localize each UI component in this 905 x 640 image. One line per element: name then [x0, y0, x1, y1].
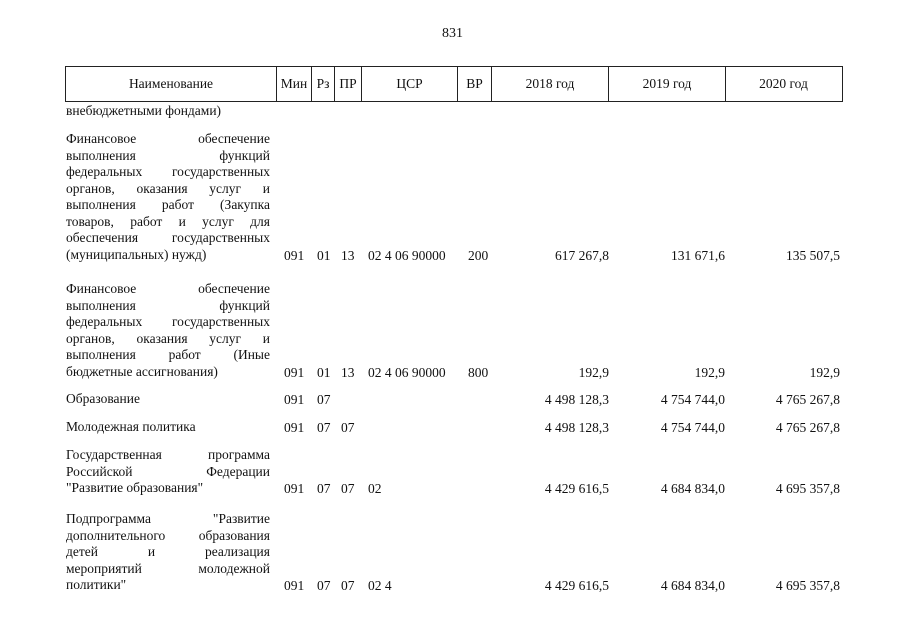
row-rz: 07 — [317, 481, 331, 496]
row-name-line: Финансовое обеспечение — [66, 281, 270, 296]
row-value-2020: 4 695 357,8 — [775, 481, 840, 496]
header-2020: 2020 год — [725, 67, 841, 101]
row-name-line: Молодежная политика — [66, 419, 196, 434]
row-min: 091 — [284, 481, 305, 496]
row-min: 091 — [284, 247, 305, 263]
row-min: 091 — [284, 392, 305, 407]
row-min: 091 — [284, 578, 305, 593]
row-name-line: органов, оказания услуг и — [66, 180, 270, 196]
row-value-2019: 131 671,6 — [671, 247, 725, 263]
header-2019: 2019 год — [608, 67, 725, 101]
row-name-line: выполнения функций — [66, 147, 270, 163]
header-rz: Рз — [311, 67, 334, 101]
row-rz: 07 — [317, 420, 331, 435]
row-name-line: федеральных государственных — [66, 164, 270, 179]
row-csr: 02 4 — [368, 578, 392, 593]
row-value-2018: 4 429 616,5 — [544, 578, 609, 593]
table-header — [65, 66, 843, 102]
row-name-line: федеральных государственных — [66, 314, 270, 329]
row-value-2020: 4 765 267,8 — [775, 392, 840, 407]
row-name-line: Государственная программа — [66, 447, 270, 462]
row-name-line: бюджетные ассигнования) — [66, 363, 218, 379]
row-pr: 07 — [341, 578, 355, 593]
row-value-2020: 192,9 — [809, 364, 840, 380]
continuation-text: внебюджетными фондами) — [66, 103, 222, 118]
header-csr: ЦСР — [361, 67, 457, 101]
page-number: 831 — [442, 26, 463, 41]
row-name-line: мероприятий молодежной — [66, 560, 270, 576]
row-value-2019: 4 754 744,0 — [660, 392, 725, 407]
header-min: Мин — [276, 67, 311, 101]
row-value-2018: 192,9 — [578, 364, 609, 380]
row-name-line: детей и реализация — [66, 544, 270, 559]
row-name — [66, 391, 270, 408]
row-name-line: Финансовое обеспечение — [66, 131, 270, 146]
row-rz: 07 — [317, 578, 331, 593]
row-pr: 07 — [341, 481, 355, 496]
row-value-2019: 192,9 — [694, 364, 725, 380]
row-name-line: дополнительного образования — [66, 527, 270, 543]
row-name-line: политики" — [66, 577, 127, 592]
header-vr: ВР — [457, 67, 491, 101]
row-name-line: органов, оказания услуг и — [66, 330, 270, 346]
row-value-2018: 617 267,8 — [555, 247, 609, 263]
row-min: 091 — [284, 364, 305, 380]
row-pr: 13 — [341, 247, 355, 263]
row-name-line: Российской Федерации — [66, 463, 270, 479]
row-value-2018: 4 429 616,5 — [544, 481, 609, 496]
row-name — [66, 281, 270, 380]
row-value-2019: 4 754 744,0 — [660, 420, 725, 435]
row-name-line: товаров, работ и услуг для — [66, 213, 270, 229]
row-name — [66, 447, 270, 497]
header-2018: 2018 год — [491, 67, 608, 101]
row-name — [66, 419, 270, 436]
row-value-2020: 135 507,5 — [786, 247, 840, 263]
row-pr: 13 — [341, 364, 355, 380]
row-name — [66, 131, 270, 263]
row-value-2020: 4 765 267,8 — [775, 420, 840, 435]
row-value-2018: 4 498 128,3 — [544, 392, 609, 407]
row-rz: 01 — [317, 247, 331, 263]
row-value-2019: 4 684 834,0 — [660, 578, 725, 593]
row-name-line: "Развитие образования" — [66, 480, 204, 495]
row-name-line: Образование — [66, 391, 140, 406]
row-name — [66, 511, 270, 594]
row-vr: 200 — [468, 247, 489, 263]
row-rz: 01 — [317, 364, 331, 380]
header-name: Наименование — [128, 76, 214, 91]
row-value-2020: 4 695 357,8 — [775, 578, 840, 593]
row-value-2019: 4 684 834,0 — [660, 481, 725, 496]
row-name-line: выполнения работ (Закупка — [66, 197, 270, 212]
row-pr: 07 — [341, 420, 355, 435]
row-vr: 800 — [468, 364, 489, 380]
row-name-line: выполнения функций — [66, 297, 270, 313]
row-name-line: обеспечения государственных — [66, 230, 270, 245]
row-csr: 02 4 06 90000 — [368, 247, 446, 263]
row-name-line: Подпрограмма "Развитие — [66, 511, 270, 526]
row-rz: 07 — [317, 392, 331, 407]
row-name-line: (муниципальных) нужд) — [66, 246, 207, 262]
row-csr: 02 — [368, 481, 382, 496]
row-csr: 02 4 06 90000 — [368, 364, 446, 380]
header-pr: ПР — [334, 67, 361, 101]
row-min: 091 — [284, 420, 305, 435]
row-value-2018: 4 498 128,3 — [544, 420, 609, 435]
row-name-line: выполнения работ (Иные — [66, 347, 270, 362]
